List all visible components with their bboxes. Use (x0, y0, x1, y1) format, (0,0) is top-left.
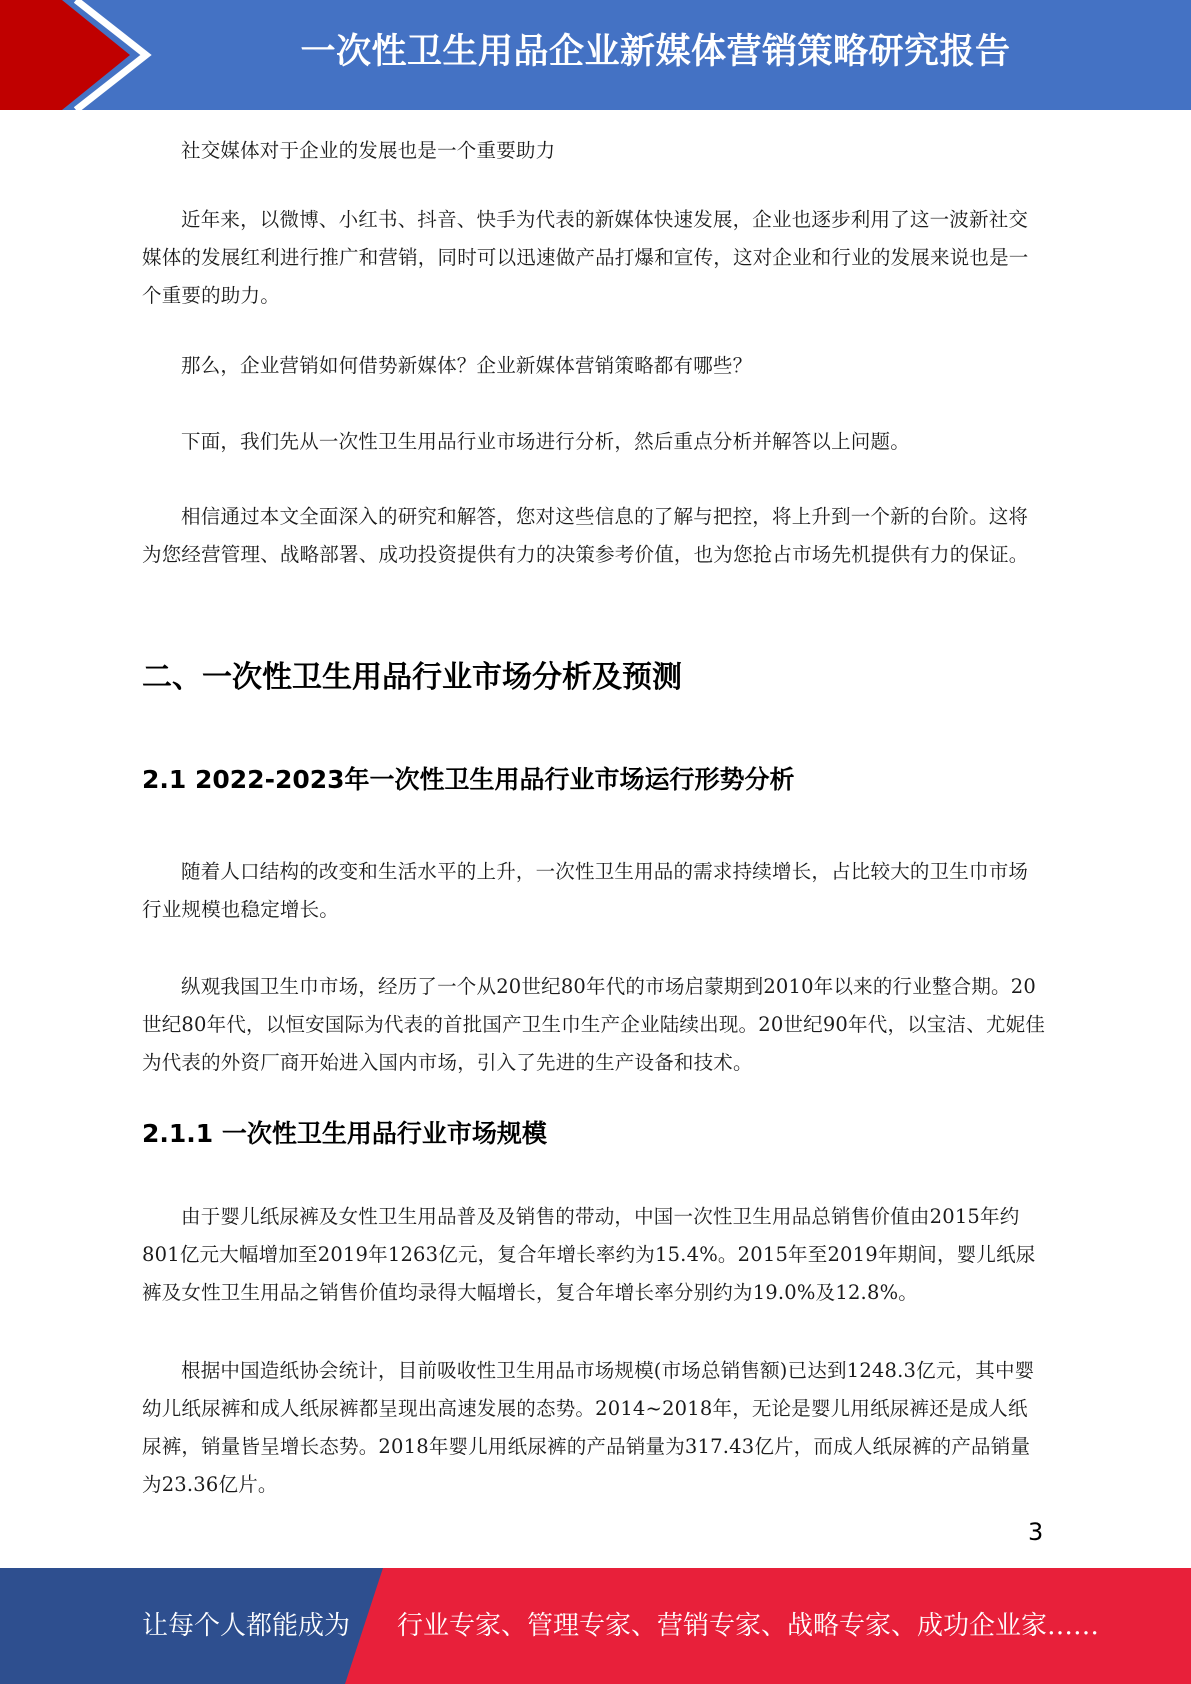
footer-slogan-left: 让每个人都能成为 (142, 1611, 351, 1641)
section-heading: 二、一次性卫生用品行业市场分析及预测 (142, 660, 682, 695)
paragraph: 由于婴儿纸尿裤及女性卫生用品普及及销售的带动，中国一次性卫生用品总销售价值由2015年约801亿元大幅增加至2019年1263亿元，复合年增长率约为15.4%。2015年至2019年期间，婴儿纸尿裤及女性卫生用品之销售价值均录得大幅增长，复合年增长率分别约为19.0%及12.8%。 (142, 1205, 1036, 1304)
report-title: 一次性卫生用品企业新媒体营销策略研究报告 (300, 32, 1011, 72)
footer-slogan-right: 行业专家、管理专家、营销专家、战略专家、成功企业家…… (397, 1611, 1100, 1641)
subsection-heading: 2.1 2022-2023年一次性卫生用品行业市场运行形势分析 (142, 765, 795, 794)
paragraph: 相信通过本文全面深入的研究和解答，您对这些信息的了解与把控，将上升到一个新的台阶。这将为您经营管理、战略部署、成功投资提供有力的决策参考价值，也为您抢占市场先机提供有力的保证。 (142, 505, 1029, 566)
paragraph: 近年来，以微博、小红书、抖音、快手为代表的新媒体快速发展，企业也逐步利用了这一波新社交媒体的发展红利进行推广和营销，同时可以迅速做产品打爆和宣传，这对企业和行业的发展来说也是一个重要的助力。 (142, 208, 1029, 307)
page-header (0, 0, 1191, 110)
paragraph: 纵观我国卫生巾市场，经历了一个从20世纪80年代的市场启蒙期到2010年以来的行业整合期。20世纪80年代，以恒安国际为代表的首批国产卫生巾生产企业陆续出现。20世纪90年代，以宝洁、尤妮佳为代表的外资厂商开始进入国内市场，引入了先进的生产设备和技术。 (142, 975, 1046, 1074)
paragraph: 下面，我们先从一次性卫生用品行业市场进行分析，然后重点分析并解答以上问题。 (181, 430, 910, 453)
page-number: 3 (1028, 1518, 1044, 1546)
paragraph: 社交媒体对于企业的发展也是一个重要助力 (181, 139, 556, 162)
page-footer (0, 1568, 1191, 1684)
paragraph: 根据中国造纸协会统计，目前吸收性卫生用品市场规模(市场总销售额)已达到1248.3亿元，其中婴幼儿纸尿裤和成人纸尿裤都呈现出高速发展的态势。2014~2018年，无论是婴儿用纸尿裤还是成人纸尿裤，销量皆呈增长态势。2018年婴儿用纸尿裤的产品销量为317.43亿片，而成人纸尿裤的产品销量为23.36亿片。 (142, 1359, 1035, 1496)
paragraph: 那么，企业营销如何借势新媒体？企业新媒体营销策略都有哪些？ (181, 354, 753, 377)
paragraph: 随着人口结构的改变和生活水平的上升，一次性卫生用品的需求持续增长，占比较大的卫生巾市场行业规模也稳定增长。 (142, 860, 1029, 921)
subsubsection-heading: 2.1.1 一次性卫生用品行业市场规模 (142, 1119, 547, 1148)
